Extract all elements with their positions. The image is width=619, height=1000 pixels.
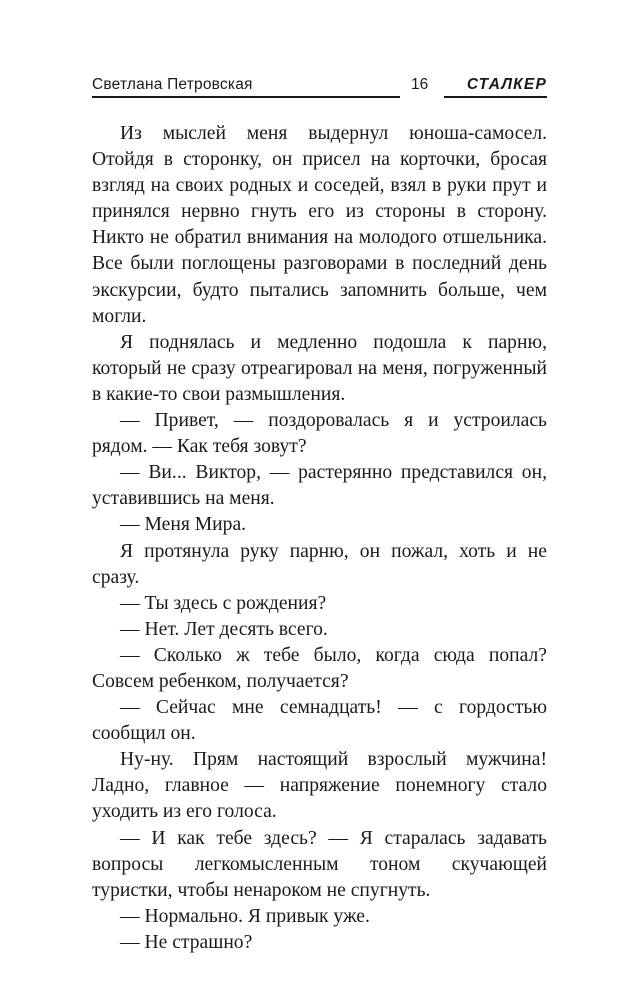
paragraph: — Привет, — поздоровалась я и устроилась рядом. — Как тебя зовут? (92, 410, 547, 458)
paragraph: — Нормально. Я привык уже. (120, 905, 370, 927)
paragraph: — Не страшно? (120, 931, 253, 953)
header-series-title: СТАЛКЕР (466, 76, 547, 93)
body-text (92, 121, 547, 956)
paragraph: — Меня Мира. (120, 514, 247, 536)
paragraph: Я поднялась и медленно подошла к парню, который не сразу отреагировал на меня, погруженный в какие-то свои размышления. (92, 331, 547, 405)
paragraph: — Ты здесь с рождения? (120, 592, 327, 614)
header-rule-left (92, 96, 400, 98)
paragraph: Из мыслей меня выдернул юноша-самосел. Отойдя в сторонку, он присел на корточки, бросая взгляд на своих родных и соседей, взял в руки прут и принялся нервно гнуть его из стороны в сторону. Никто не обратил внимания на молодого отшельника. Все были поглощены разговорами в последний день экскурсии, будто пытались запомнить больше, чем могли. (92, 123, 547, 327)
paragraph: — Сколько ж тебе было, когда сюда попал? Совсем ребенком, получается? (92, 644, 547, 692)
header-rule-right (444, 96, 547, 98)
paragraph: — И как тебе здесь? — Я старалась задавать вопросы легкомысленным тоном скучающей туристки, чтобы ненароком не спугнуть. (92, 827, 547, 901)
paragraph: — Сейчас мне семнадцать! — с гордостью сообщил он. (92, 697, 547, 745)
paragraph: Ну-ну. Прям настоящий взрослый мужчина! Ладно, главное — напряжение понемногу стало уходить из его голоса. (92, 749, 547, 823)
paragraph: Я протянула руку парню, он пожал, хоть и не сразу. (92, 540, 547, 588)
header-author: Светлана Петровская (92, 76, 253, 93)
paragraph: — Ви... Виктор, — растерянно представился он, уставившись на меня. (92, 462, 547, 510)
running-header (92, 76, 547, 98)
paragraph: — Нет. Лет десять всего. (120, 618, 328, 640)
page-number: 16 (411, 76, 429, 93)
